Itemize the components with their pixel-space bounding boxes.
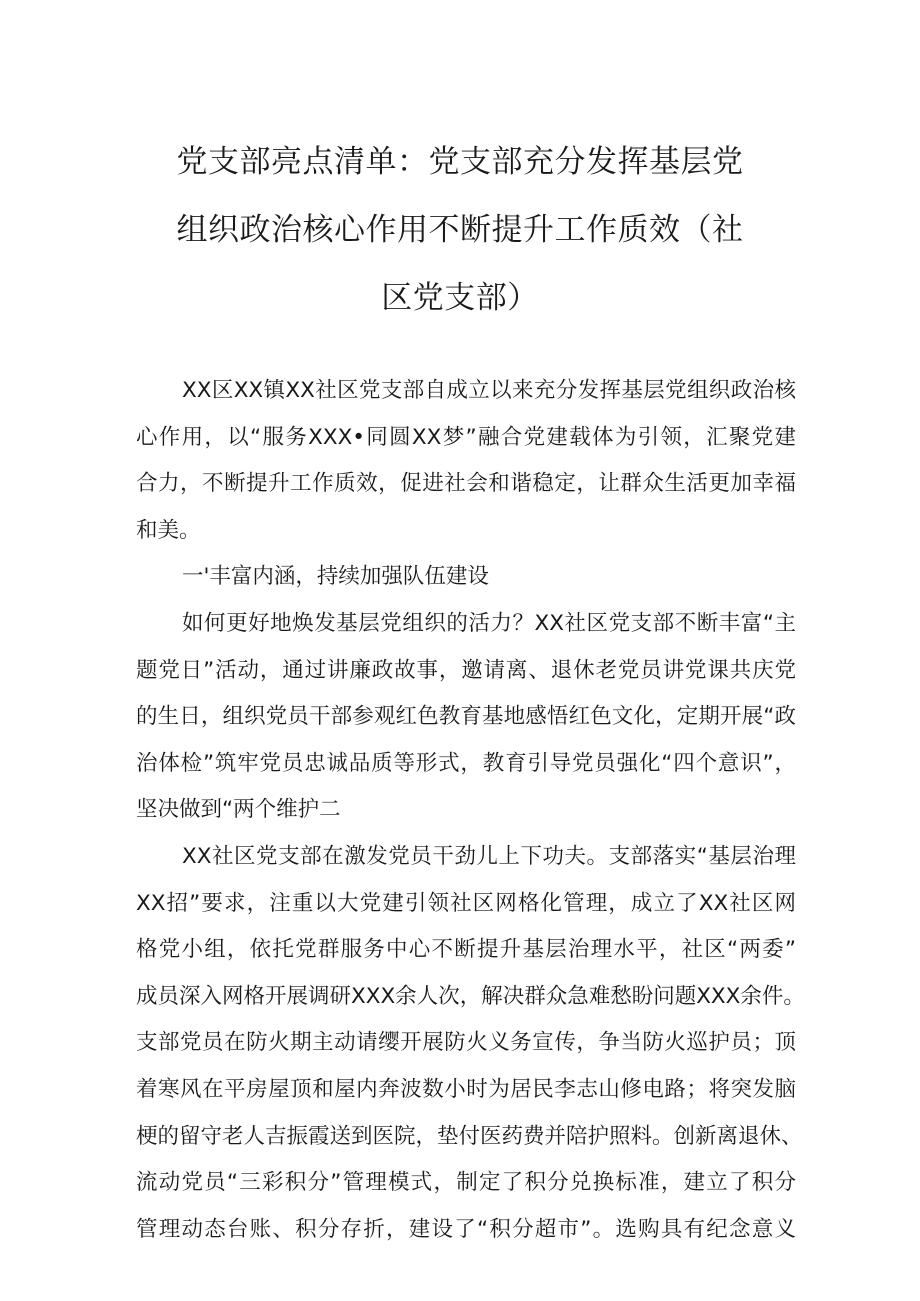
paragraph-2-line-4: 治体检”筑牢党员忠诚品质等形式，教育引导党员强化“四个意识”， <box>136 750 796 776</box>
section-heading-1: 一'丰富内涵，持续加强队伍建设 <box>182 564 489 590</box>
paragraph-1-line-4: 和美。 <box>136 517 201 543</box>
paragraph-1-line-1: XX区XX镇XX社区党支部自成立以来充分发挥基层党组织政治核 <box>182 378 796 403</box>
paragraph-2-line-3: 的生日，组织党员干部参观红色教育基地感悟红色文化，定期开展“政 <box>136 704 796 730</box>
paragraph-1-line-3: 合力，不断提升工作质效，促进社会和谐稳定，让群众生活更加幸福 <box>136 471 796 497</box>
paragraph-2-line-1: 如何更好地焕发基层党组织的活力？XX社区党支部不断丰富“主 <box>182 610 796 636</box>
paragraph-3-line-6: 着寒风在平房屋顶和屋内奔波数小时为居民李志山修电路；将突发脑 <box>136 1076 796 1102</box>
paragraph-3-line-8: 流动党员“三彩积分”管理模式，制定了积分兑换标准，建立了积分 <box>136 1170 796 1196</box>
paragraph-1-line-2: 心作用，以“服务XXX•同圆XX梦”融合党建载体为引领，汇聚党建 <box>136 424 796 450</box>
paragraph-3-line-2: XX招”要求，注重以大党建引领社区网格化管理，成立了XX社区网 <box>136 890 796 916</box>
paragraph-3-line-9: 管理动态台账、积分存折，建设了“积分超市”。选购具有纪念意义 <box>136 1216 796 1242</box>
title-line-2: 组织政治核心作用不断提升工作质效（社 <box>176 212 744 248</box>
title-line-1: 党支部亮点清单：党支部充分发挥基层党 <box>176 144 744 180</box>
paragraph-3-line-1: XX社区党支部在激发党员干劲儿上下功夫。支部落实“基层治理 <box>182 843 796 869</box>
document-body <box>136 368 805 1253</box>
paragraph-3-line-3: 格党小组，依托党群服务中心不断提升基层治理水平，社区“两委” <box>136 937 796 963</box>
document-title <box>140 128 780 332</box>
paragraph-3-line-4: 成员深入网格开展调研XXX余人次，解决群众急难愁盼问题XXX余件。 <box>136 983 805 1009</box>
title-line-3: 区党支部） <box>381 280 539 316</box>
paragraph-2-line-2: 题党日”活动，通过讲廉政故事，邀请离、退休老党员讲党课共庆党 <box>136 657 796 683</box>
paragraph-3-line-5: 支部党员在防火期主动请缨开展防火义务宣传，争当防火巡护员；顶 <box>136 1030 796 1056</box>
paragraph-2-line-5: 坚决做到“两个维护二 <box>136 797 341 823</box>
paragraph-3-line-7: 梗的留守老人吉振霞送到医院，垫付医药费并陪护照料。创新离退休、 <box>136 1123 803 1149</box>
